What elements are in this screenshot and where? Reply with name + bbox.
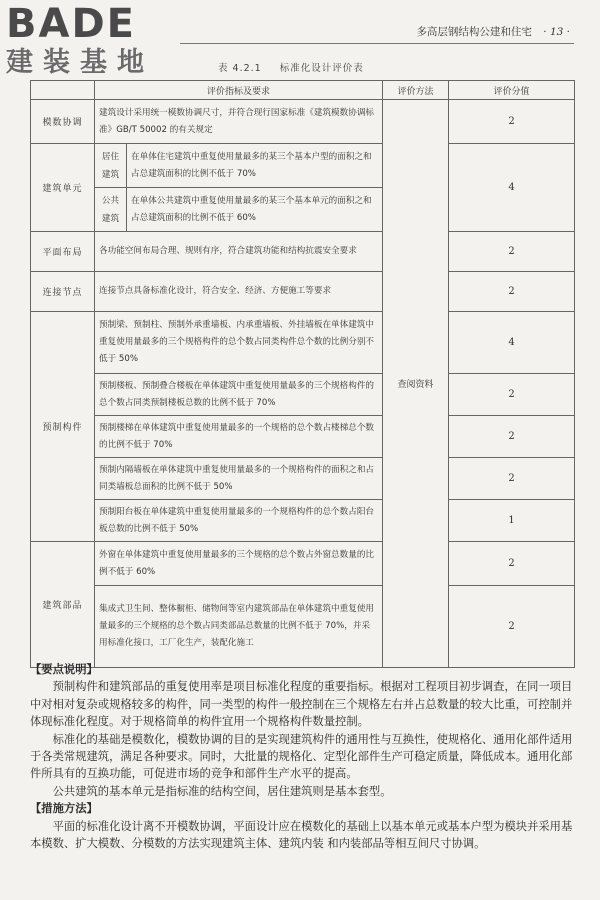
explanation-notes bbox=[30, 661, 576, 852]
row-score: 2 bbox=[449, 100, 575, 144]
row-category: 模数协调 bbox=[31, 100, 95, 144]
evaluation-method: 查阅资料 bbox=[383, 100, 449, 668]
row-requirement: 预制楼板、预制叠合楼板在单体建筑中重复使用量最多的三个规格构件的总个数占同类预制楼板总数的比例不低于 70% bbox=[95, 374, 383, 416]
header-rule bbox=[180, 43, 574, 44]
header-method: 评价方法 bbox=[383, 81, 449, 100]
table-row bbox=[31, 100, 575, 144]
table-row bbox=[31, 272, 575, 312]
table-row bbox=[31, 232, 575, 272]
key-point-paragraph: 预制构件和建筑部品的重复使用率是项目标准化程度的重要指标。根据对工程项目初步调查，在同一项目中对相对复杂或规格较多的构件，同一类型的构件一般控制在三个规格左右并占总数量的较大比重，可控制并体现标准化程度。对于规格简单的构件宜用一个规格构件数量控制。 bbox=[30, 680, 573, 729]
row-score: 2 bbox=[449, 458, 575, 500]
table-title: 标准化设计评价表 bbox=[279, 63, 364, 74]
table-row bbox=[31, 144, 575, 188]
table-row bbox=[31, 500, 575, 542]
page-number: · 13 · bbox=[543, 26, 570, 38]
key-point-paragraph: 标准化的基础是模数化，模数协调的目的是实现建筑构件的通用性与互换性，使规格化、通用化部件适用于各类常规建筑，满足各种要求。同时，大批量的规格化、定型化部件生产可稳定质量，降低成本。通用化部件所具有的互换功能，可促进市场的竞争和部件生产水平的提高。 bbox=[30, 732, 573, 781]
table-row bbox=[31, 458, 575, 500]
row-requirement: 预制内隔墙板在单体建筑中重复使用量最多的一个规格构件的面积之和占同类墙板总面积的比例不低于 50% bbox=[95, 458, 383, 500]
row-requirement: 预制阳台板在单体建筑中重复使用量最多的一个规格构件的总个数占阳台板总数的比例不低于 50% bbox=[95, 500, 383, 542]
table-row bbox=[31, 374, 575, 416]
row-subcategory: 公共建筑 bbox=[95, 188, 127, 232]
table-number: 表 4.2.1 bbox=[218, 63, 262, 74]
row-requirement: 各功能空间布局合理、规则有序，符合建筑功能和结构抗震安全要求 bbox=[95, 232, 383, 272]
row-requirement: 预制梁、预制柱、预制外承重墙板、内承重墙板、外挂墙板在单体建筑中重复使用量最多的三个规格构件的总个数占同类构件总个数的比例分别不低于 50% bbox=[95, 312, 383, 374]
row-score: 1 bbox=[449, 500, 575, 542]
row-requirement: 预制楼梯在单体建筑中重复使用量最多的一个规格的总个数占楼梯总个数的比例不低于 70% bbox=[95, 416, 383, 458]
row-category: 预制构件 bbox=[31, 312, 95, 542]
logo-brand: BADE bbox=[6, 1, 136, 47]
key-points-heading: 【要点说明】 bbox=[30, 663, 98, 676]
standardization-table bbox=[30, 80, 575, 668]
row-category: 建筑部品 bbox=[31, 542, 95, 668]
book-title: 多高层钢结构公建和住宅 bbox=[416, 26, 532, 38]
row-requirement: 外窗在单体建筑中重复使用量最多的三个规格的总个数占外窗总数量的比例不低于 60% bbox=[95, 542, 383, 586]
measures-heading: 【措施方法】 bbox=[30, 802, 98, 816]
row-score: 2 bbox=[449, 374, 575, 416]
row-requirement: 建筑设计采用统一模数协调尺寸，并符合现行国家标准《建筑模数协调标准》GB/T 50002 的有关规定 bbox=[95, 100, 383, 144]
row-score: 2 bbox=[449, 542, 575, 586]
row-score: 4 bbox=[449, 144, 575, 232]
table-row bbox=[31, 312, 575, 374]
row-score: 2 bbox=[449, 416, 575, 458]
header-requirement: 评价指标及要求 bbox=[95, 81, 383, 100]
measures-paragraph: 平面的标准化设计离不开模数协调，平面设计应在模数化的基础上以基本单元或基本户型为模块并采用基本模数、扩大模数、分模数的方法实现建筑主体、建筑内装 和内装部品等相互间尺寸协调。 bbox=[30, 819, 573, 851]
row-score: 2 bbox=[449, 586, 575, 668]
row-score: 2 bbox=[449, 272, 575, 312]
row-score: 2 bbox=[449, 232, 575, 272]
table-row bbox=[31, 586, 575, 668]
running-header bbox=[416, 24, 570, 39]
row-category: 建筑单元 bbox=[31, 144, 95, 232]
table-row bbox=[31, 416, 575, 458]
table-caption bbox=[218, 60, 378, 74]
header-blank bbox=[31, 81, 95, 100]
row-requirement: 在单体公共建筑中重复使用量最多的某三个基本单元的面积之和占总建筑面积的比例不低于 60% bbox=[127, 188, 383, 232]
row-category: 连接节点 bbox=[31, 272, 95, 312]
table-row bbox=[31, 542, 575, 586]
row-requirement: 集成式卫生间、整体橱柜、储物间等室内建筑部品在单体建筑中重复使用量最多的三个规格的总个数占同类部品总数量的比例不低于 70%，并采用标准化接口，工厂化生产，装配化施工 bbox=[95, 586, 383, 668]
row-requirement: 在单体住宅建筑中重复使用量最多的某三个基本户型的面积之和占总建筑面积的比例不低于 70% bbox=[127, 144, 383, 188]
key-point-paragraph: 公共建筑的基本单元是指标准的结构空间，居住建筑则是基本套型。 bbox=[52, 784, 392, 798]
row-score: 4 bbox=[449, 312, 575, 374]
row-category: 平面布局 bbox=[31, 232, 95, 272]
header-score: 评价分值 bbox=[449, 81, 575, 100]
bade-logo bbox=[6, 2, 182, 78]
logo-subtitle: 建装基地 bbox=[6, 47, 154, 78]
row-subcategory: 居住建筑 bbox=[95, 144, 127, 188]
row-requirement: 连接节点具备标准化设计，符合安全、经济、方便施工等要求 bbox=[95, 272, 383, 312]
table-header-row bbox=[31, 81, 575, 100]
